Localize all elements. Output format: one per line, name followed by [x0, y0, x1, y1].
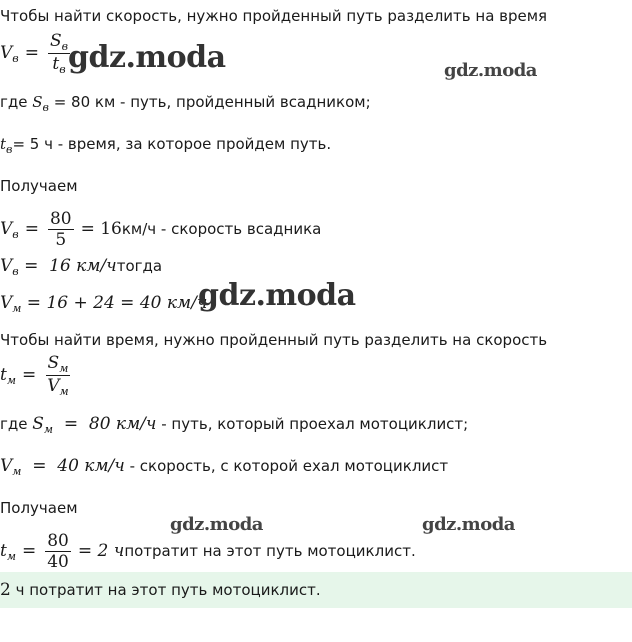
result-label: Получаем [0, 499, 78, 517]
formula-fraction: $\frac{S_в}{t_в}$ [49, 30, 68, 76]
formula-time-value: $t_м$ = $\frac{80}{40}$ = 2 ч потратит на этот путь мотоциклист. [0, 530, 416, 572]
intro-time-text: Чтобы найти время, нужно пройденный путь разделить на скорость [0, 331, 548, 349]
watermark: gdz.moda [198, 278, 356, 313]
formula-speed-rider-result: $V_в$ = 16 км/ч тогда [0, 256, 163, 278]
formula-lhs: $V_в$ [0, 43, 19, 65]
watermark: gdz.moda [444, 60, 537, 81]
watermark: gdz.moda [422, 514, 515, 535]
intro-text: Чтобы найти скорость, нужно пройденный путь разделить на время [0, 7, 548, 25]
definition-distance-rider: где $S_в = 80$ км - путь, пройденный всадником; [0, 93, 371, 114]
watermark: gdz.moda [68, 40, 226, 75]
answer-box [0, 572, 632, 608]
result-label: Получаем [0, 177, 78, 195]
formula-speed-moto: $V_м$ = 16 + 24 = 40 км/ч [0, 293, 208, 315]
formula-speed-value: $V_в$ = $\frac{80}{5}$ = 16 км/ч - скорость всадника [0, 208, 322, 250]
answer-text: 2 ч потратит на этот путь мотоциклист. [0, 580, 321, 600]
watermark: gdz.moda [170, 514, 263, 535]
formula-time-moto: $t_м$ = $\frac{S_м}{V_м}$ [0, 352, 69, 398]
formula-speed-rider: $V_в$ = $\frac{S_в}{t_в}$ [0, 30, 68, 76]
definition-speed-moto: $V_м = 40$ км/ч - скорость, с которой ехал мотоциклист [0, 456, 449, 478]
definition-time-rider: $t_в= 5$ ч - время, за которое пройдем путь. [0, 135, 332, 156]
definition-distance-moto: где $S_м = 80$ км/ч - путь, который проехал мотоциклист; [0, 414, 469, 436]
